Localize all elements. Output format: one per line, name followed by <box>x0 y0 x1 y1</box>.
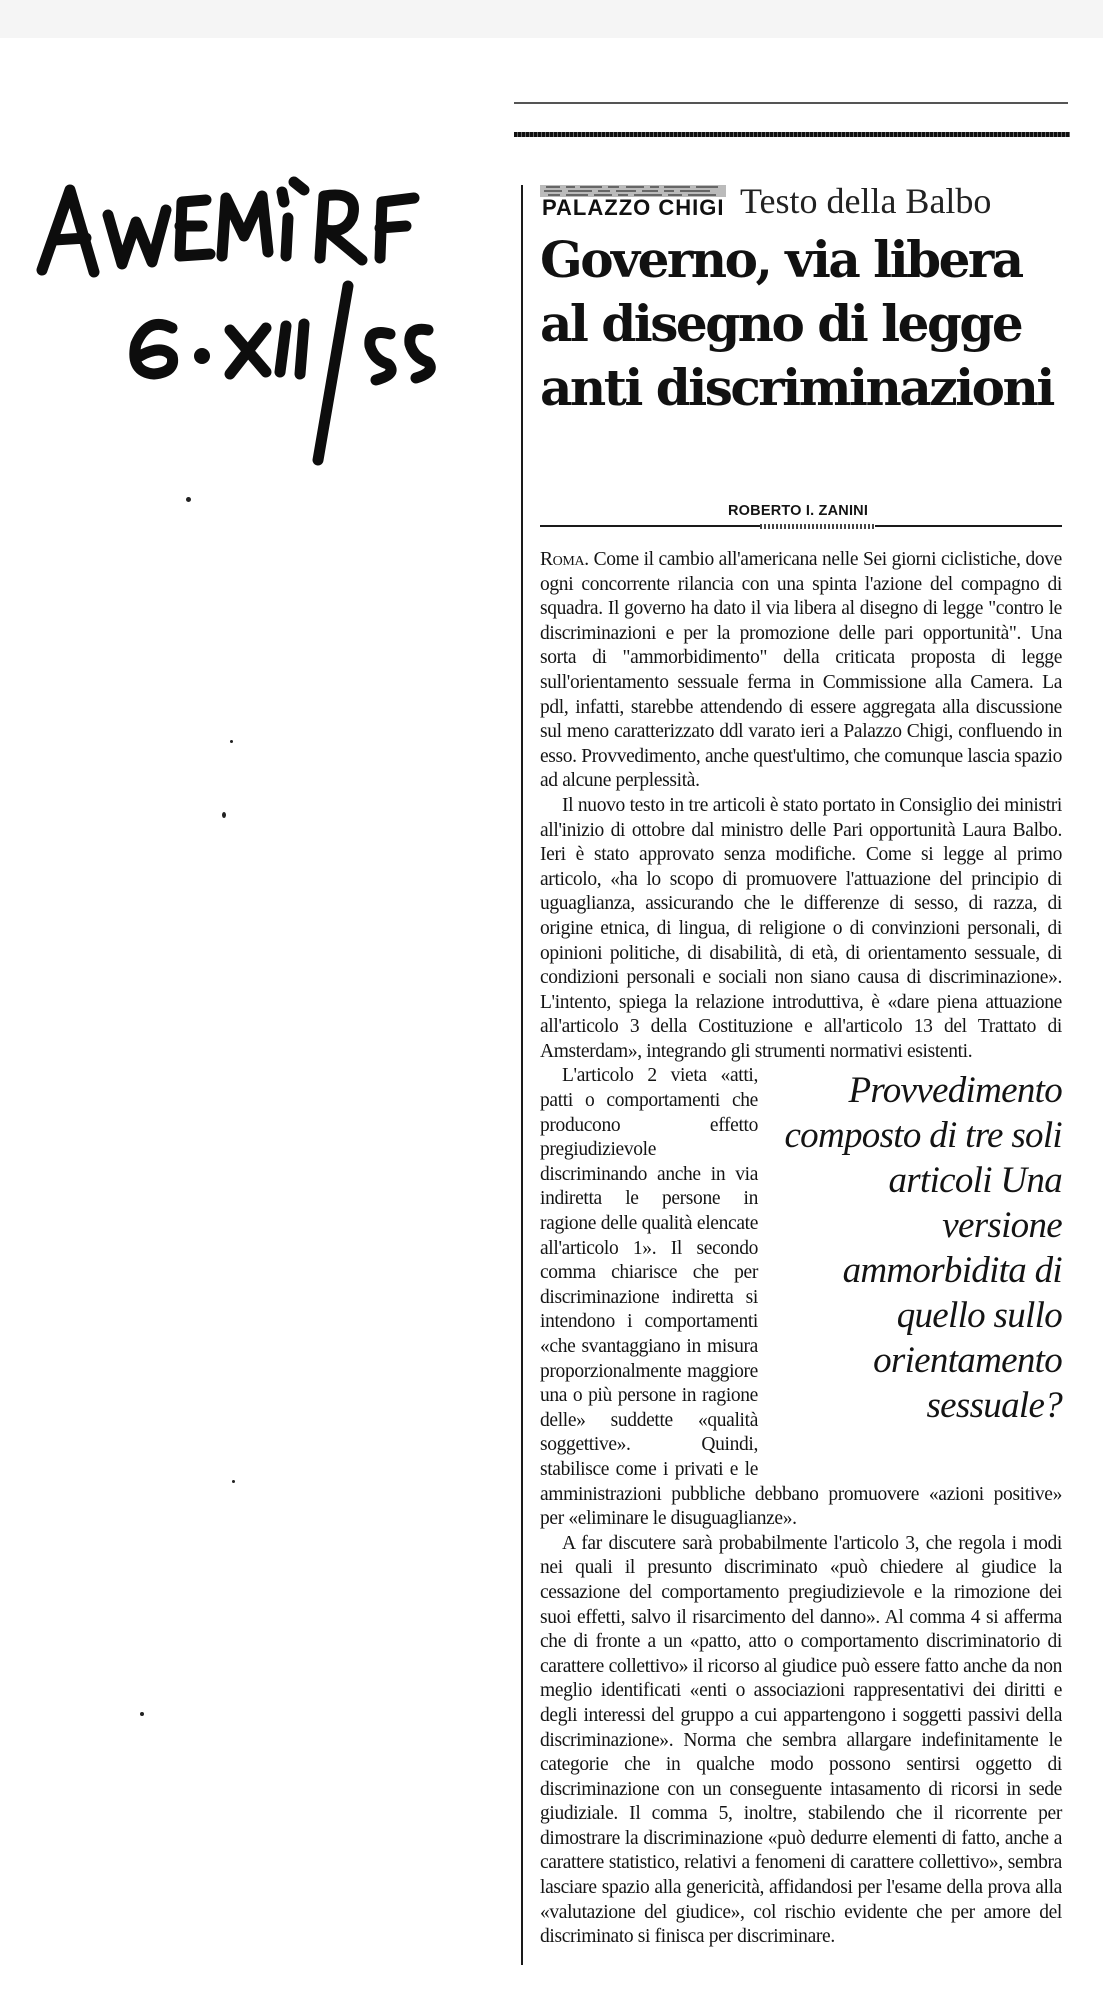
handwritten-annotation <box>30 160 530 460</box>
scan-speck <box>232 1480 235 1483</box>
scan-speck <box>140 1712 144 1716</box>
paragraph: Il nuovo testo in tre articoli è stato portato in Consiglio dei ministri all'inizio di ottobre dal ministro delle Pari opportunità Laura Balbo. Ieri è stato approvato senza modifiche. Come si legge al primo articolo, «ha lo scopo di promuovere l'attuazione del principio di uguaglianza, assicurando che le differenze di sesso, di razza, di origine etnica, di lingua, di religione o di convinzioni personali, di opinioni politiche, di disabilità, di età, di orientamento sessuale, di condizioni personali e sociali non siano causa di discriminazione». L'intento, spiega la relazione introduttiva, è «dare piena attuazione all'articolo 3 della Costituzione e all'articolo 13 del Trattato di Amsterdam», integrando gli strumenti normativi esistenti. <box>540 794 1062 1062</box>
top-rule-thick <box>514 132 1070 137</box>
pull-quote: Provvedimento composto di tre soli articoli Una versione ammorbidita di quello sullo orientamento sessuale? <box>784 1070 1062 1427</box>
headline: Governo, via libera al disegno di legge anti discriminazioni <box>540 230 1053 417</box>
scan-speck <box>186 497 191 502</box>
section-label: PALAZZO CHIGI <box>542 195 725 220</box>
byline: ROBERTO I. ZANINI <box>728 503 869 519</box>
paragraph: L'articolo 2 vieta «atti, patti o comportamenti che producono effetto pregiudizievole discriminando anche in via indiretta le persone in ragione delle qualità elencate all'articolo 1». Il secondo comma chiarisce che per discriminazione indiretta si intendono i comportamenti «che svantaggiano in misura proporzionalmente maggiore una o più persone in ragione delle» suddette «qualità soggettive». Quindi, stabilisce come i privati e le amministrazioni pubbliche debbano promuovere «azioni positive» per «eliminare le disuguaglianze». <box>540 1065 1062 1530</box>
dateline: Roma. <box>540 549 589 570</box>
article-body <box>540 548 1062 1950</box>
paragraph: A far discutere sarà probabilmente l'articolo 3, che regola i modi nei quali il presunto discriminato «può chiedere al giudice la cessazione del comportamento pregiudizievole e la rimozione dei suoi effetti, salvo il risarcimento del danno». Al comma 4 si afferma che di fronte a un «patto, atto o comportamento discriminatorio di carattere collettivo» il ricorso al giudice può essere fatto anche da non meglio identificati «enti o associazioni rappresentativi dei diritti e degli interessi del gruppo a cui appartengono i soggetti passivi della discriminazione». Norma che sembra allargare indefinitamente le categorie che in qualche modo possono sentirsi oggetto di discriminazione con un conseguente intasamento di ricorsi in sede giudiziale. Il comma 5, inoltre, stabilendo che il ricorrente per dimostrare la discriminazione «può dedurre elementi di fatto, anche a carattere statistico, relativi a fenomeni di carattere collettivo», sembra lasciare spazio alla genericità, affidandosi per l'esame della prova alla «valutazione del giudice», col rischio evidente che per amore del discriminato si finisca per discriminare. <box>540 1532 1062 1948</box>
section-tag <box>540 180 726 226</box>
scan-top-margin <box>0 0 1103 38</box>
paragraph-text: Come il cambio all'americana nelle Sei giorni ciclistiche, dove ogni concorrente rilancia con una spinta l'azione del compagno di squadra. Il governo ha dato il via libera al disegno di legge "contro le discriminazioni e per la promozione delle pari opportunità". Una sorta di "ammorbidimento" della criticata proposta di legge sull'orientamento sessuale ferma in Commissione alla Camera. La pdl, infatti, starebbe attendendo di essere aggregata alla discussione sul meno caratterizzato ddl varato ieri a Palazzo Chigi, confluendo in esso. Provvedimento, anche quest'ultimo, che comunque lascia spazio ad alcune perplessità. <box>540 549 1062 792</box>
scan-speck <box>222 812 226 818</box>
article-kicker <box>540 180 1040 230</box>
kicker-text: Testo della Balbo <box>740 181 992 221</box>
handwritten-signature-graphic <box>30 160 530 460</box>
scan-speck <box>230 740 233 743</box>
paragraph <box>540 548 1062 794</box>
top-rule-thin <box>514 102 1068 104</box>
byline-underline-texture <box>760 524 875 529</box>
